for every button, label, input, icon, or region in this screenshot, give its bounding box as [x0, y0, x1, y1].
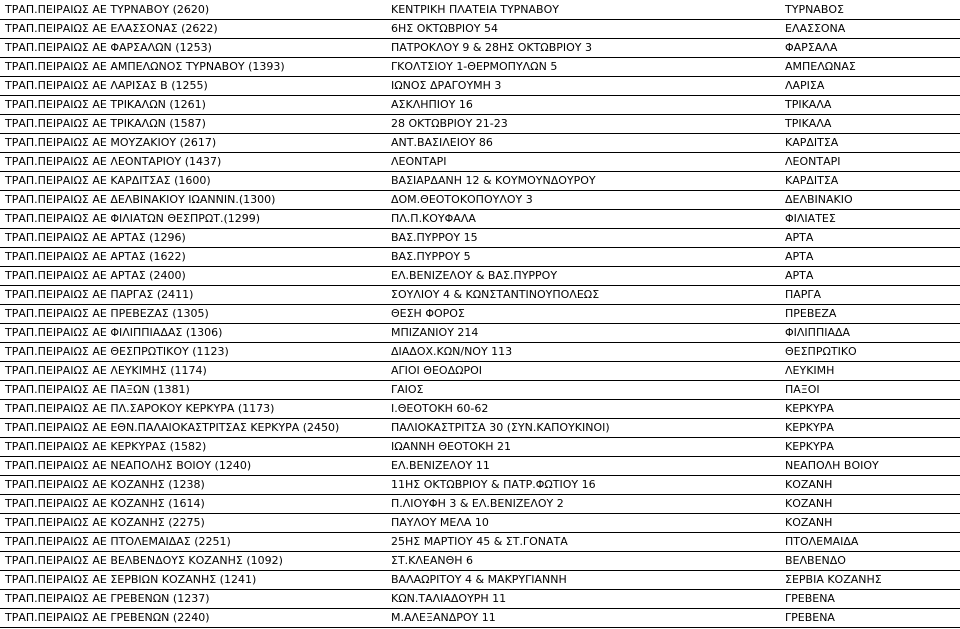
table-row [0, 362, 960, 381]
address-cell: ΑΣΚΛΗΠΙΟΥ 16 [388, 96, 782, 115]
branch-name-cell: ΤΡΑΠ.ΠΕΙΡΑΙΩΣ ΑΕ ΘΕΣΠΡΩΤΙΚΟΥ (1123) [0, 343, 388, 362]
table-row [0, 134, 960, 153]
branch-name-cell: ΤΡΑΠ.ΠΕΙΡΑΙΩΣ ΑΕ ΤΥΡΝΑΒΟΥ (2620) [0, 1, 388, 20]
address-cell: ΑΓΙΟΙ ΘΕΟΔΩΡΟΙ [388, 362, 782, 381]
branch-name-cell: ΤΡΑΠ.ΠΕΙΡΑΙΩΣ ΑΕ ΠΑΞΩΝ (1381) [0, 381, 388, 400]
table-row [0, 115, 960, 134]
table-row [0, 590, 960, 609]
branch-name-cell: ΤΡΑΠ.ΠΕΙΡΑΙΩΣ ΑΕ ΚΑΡΔΙΤΣΑΣ (1600) [0, 172, 388, 191]
city-cell: ΠΑΡΓΑ [782, 286, 960, 305]
address-cell: ΕΛ.ΒΕΝΙΖΕΛΟΥ 11 [388, 457, 782, 476]
table-row [0, 438, 960, 457]
address-cell: ΓΚΟΛΤΣΙΟΥ 1-ΘΕΡΜΟΠΥΛΩΝ 5 [388, 58, 782, 77]
city-cell: ΓΡΕΒΕΝΑ [782, 609, 960, 628]
branch-name-cell: ΤΡΑΠ.ΠΕΙΡΑΙΩΣ ΑΕ ΑΡΤΑΣ (1296) [0, 229, 388, 248]
table-row [0, 514, 960, 533]
city-cell: ΔΕΛΒΙΝΑΚΙΟ [782, 191, 960, 210]
address-cell: ΚΩΝ.ΤΑΛΙΑΔΟΥΡΗ 11 [388, 590, 782, 609]
address-cell: ΘΕΣΗ ΦΟΡΟΣ [388, 305, 782, 324]
table-row [0, 571, 960, 590]
branch-name-cell: ΤΡΑΠ.ΠΕΙΡΑΙΩΣ ΑΕ ΠΑΡΓΑΣ (2411) [0, 286, 388, 305]
branch-name-cell: ΤΡΑΠ.ΠΕΙΡΑΙΩΣ ΑΕ ΣΕΡΒΙΩΝ ΚΟΖΑΝΗΣ (1241) [0, 571, 388, 590]
address-cell: ΙΩΑΝΝΗ ΘΕΟΤΟΚΗ 21 [388, 438, 782, 457]
table-row [0, 248, 960, 267]
table-row [0, 381, 960, 400]
branch-name-cell: ΤΡΑΠ.ΠΕΙΡΑΙΩΣ ΑΕ ΠΛ.ΣΑΡΟΚΟΥ ΚΕΡΚΥΡΑ (1173) [0, 400, 388, 419]
table-row [0, 58, 960, 77]
address-cell: 25ΗΣ ΜΑΡΤΙΟΥ 45 & ΣΤ.ΓΟΝΑΤΑ [388, 533, 782, 552]
branch-name-cell: ΤΡΑΠ.ΠΕΙΡΑΙΩΣ ΑΕ ΒΕΛΒΕΝΔΟΥΣ ΚΟΖΑΝΗΣ (1092) [0, 552, 388, 571]
table-row [0, 77, 960, 96]
branch-name-cell: ΤΡΑΠ.ΠΕΙΡΑΙΩΣ ΑΕ ΑΜΠΕΛΩΝΟΣ ΤΥΡΝΑΒΟΥ (1393) [0, 58, 388, 77]
branch-name-cell: ΤΡΑΠ.ΠΕΙΡΑΙΩΣ ΑΕ ΦΑΡΣΑΛΩΝ (1253) [0, 39, 388, 58]
address-cell: ΙΩΝΟΣ ΔΡΑΓΟΥΜΗ 3 [388, 77, 782, 96]
table-row [0, 96, 960, 115]
city-cell: ΑΜΠΕΛΩΝΑΣ [782, 58, 960, 77]
address-cell: ΑΝΤ.ΒΑΣΙΛΕΙΟΥ 86 [388, 134, 782, 153]
address-cell: ΓΑΙΟΣ [388, 381, 782, 400]
branch-name-cell: ΤΡΑΠ.ΠΕΙΡΑΙΩΣ ΑΕ ΓΡΕΒΕΝΩΝ (1237) [0, 590, 388, 609]
branch-table [0, 1, 960, 628]
city-cell: ΘΕΣΠΡΩΤΙΚΟ [782, 343, 960, 362]
branch-name-cell: ΤΡΑΠ.ΠΕΙΡΑΙΩΣ ΑΕ ΔΕΛΒΙΝΑΚΙΟΥ ΙΩΑΝΝΙΝ.(1300) [0, 191, 388, 210]
city-cell: ΦΙΛΙΑΤΕΣ [782, 210, 960, 229]
branch-name-cell: ΤΡΑΠ.ΠΕΙΡΑΙΩΣ ΑΕ ΤΡΙΚΑΛΩΝ (1261) [0, 96, 388, 115]
branch-name-cell: ΤΡΑΠ.ΠΕΙΡΑΙΩΣ ΑΕ ΠΤΟΛΕΜΑΙΔΑΣ (2251) [0, 533, 388, 552]
address-cell: ΕΛ.ΒΕΝΙΖΕΛΟΥ & ΒΑΣ.ΠΥΡΡΟΥ [388, 267, 782, 286]
address-cell: ΠΑΥΛΟΥ ΜΕΛΑ 10 [388, 514, 782, 533]
table-row [0, 343, 960, 362]
branch-name-cell: ΤΡΑΠ.ΠΕΙΡΑΙΩΣ ΑΕ ΛΑΡΙΣΑΣ Β (1255) [0, 77, 388, 96]
city-cell: ΚΟΖΑΝΗ [782, 514, 960, 533]
city-cell: ΑΡΤΑ [782, 267, 960, 286]
city-cell: ΛΕΥΚΙΜΗ [782, 362, 960, 381]
city-cell: ΒΕΛΒΕΝΔΟ [782, 552, 960, 571]
address-cell: ΚΕΝΤΡΙΚΗ ΠΛΑΤΕΙΑ ΤΥΡΝΑΒΟΥ [388, 1, 782, 20]
table-row [0, 267, 960, 286]
address-cell: ΣΤ.ΚΛΕΑΝΘΗ 6 [388, 552, 782, 571]
branch-name-cell: ΤΡΑΠ.ΠΕΙΡΑΙΩΣ ΑΕ ΜΟΥΖΑΚΙΟΥ (2617) [0, 134, 388, 153]
city-cell: ΤΡΙΚΑΛΑ [782, 96, 960, 115]
table-row [0, 20, 960, 39]
city-cell: ΚΕΡΚΥΡΑ [782, 400, 960, 419]
address-cell: ΒΑΣΙΑΡΔΑΝΗ 12 & ΚΟΥΜΟΥΝΔΟΥΡΟΥ [388, 172, 782, 191]
city-cell: ΠΑΞΟΙ [782, 381, 960, 400]
city-cell: ΛΕΟΝΤΑΡΙ [782, 153, 960, 172]
table-row [0, 305, 960, 324]
address-cell: 11ΗΣ ΟΚΤΩΒΡΙΟΥ & ΠΑΤΡ.ΦΩΤΙΟΥ 16 [388, 476, 782, 495]
table-row [0, 552, 960, 571]
city-cell: ΚΟΖΑΝΗ [782, 476, 960, 495]
address-cell: ΜΠΙΖΑΝΙΟΥ 214 [388, 324, 782, 343]
city-cell: ΠΤΟΛΕΜΑΙΔΑ [782, 533, 960, 552]
table-row [0, 286, 960, 305]
address-cell: ΒΑΣ.ΠΥΡΡΟΥ 5 [388, 248, 782, 267]
city-cell: ΠΡΕΒΕΖΑ [782, 305, 960, 324]
branch-name-cell: ΤΡΑΠ.ΠΕΙΡΑΙΩΣ ΑΕ ΚΟΖΑΝΗΣ (1238) [0, 476, 388, 495]
city-cell: ΤΥΡΝΑΒΟΣ [782, 1, 960, 20]
address-cell: ΣΟΥΛΙΟΥ 4 & ΚΩΝΣΤΑΝΤΙΝΟΥΠΟΛΕΩΣ [388, 286, 782, 305]
table-row [0, 210, 960, 229]
address-cell: ΒΑΛΑΩΡΙΤΟΥ 4 & ΜΑΚΡΥΓΙΑΝΝΗ [388, 571, 782, 590]
city-cell: ΑΡΤΑ [782, 248, 960, 267]
address-cell: ΠΑΤΡΟΚΛΟΥ 9 & 28ΗΣ ΟΚΤΩΒΡΙΟΥ 3 [388, 39, 782, 58]
table-row [0, 191, 960, 210]
table-row [0, 400, 960, 419]
branch-name-cell: ΤΡΑΠ.ΠΕΙΡΑΙΩΣ ΑΕ ΚΟΖΑΝΗΣ (1614) [0, 495, 388, 514]
address-cell: ΔΟΜ.ΘΕΟΤΟΚΟΠΟΥΛΟΥ 3 [388, 191, 782, 210]
city-cell: ΚΕΡΚΥΡΑ [782, 419, 960, 438]
branch-name-cell: ΤΡΑΠ.ΠΕΙΡΑΙΩΣ ΑΕ ΠΡΕΒΕΖΑΣ (1305) [0, 305, 388, 324]
table-row [0, 457, 960, 476]
city-cell: ΚΟΖΑΝΗ [782, 495, 960, 514]
city-cell: ΓΡΕΒΕΝΑ [782, 590, 960, 609]
branch-name-cell: ΤΡΑΠ.ΠΕΙΡΑΙΩΣ ΑΕ ΚΕΡΚΥΡΑΣ (1582) [0, 438, 388, 457]
branch-name-cell: ΤΡΑΠ.ΠΕΙΡΑΙΩΣ ΑΕ ΦΙΛΙΑΤΩΝ ΘΕΣΠΡΩΤ.(1299) [0, 210, 388, 229]
table-row [0, 324, 960, 343]
address-cell: ΠΑΛΙΟΚΑΣΤΡΙΤΣΑ 30 (ΣΥΝ.ΚΑΠΟΥΚΙΝΟΙ) [388, 419, 782, 438]
city-cell: ΝΕΑΠΟΛΗ ΒΟΙΟΥ [782, 457, 960, 476]
city-cell: ΑΡΤΑ [782, 229, 960, 248]
table-row [0, 476, 960, 495]
branch-name-cell: ΤΡΑΠ.ΠΕΙΡΑΙΩΣ ΑΕ ΝΕΑΠΟΛΗΣ ΒΟΙΟΥ (1240) [0, 457, 388, 476]
address-cell: ΒΑΣ.ΠΥΡΡΟΥ 15 [388, 229, 782, 248]
city-cell: ΦΙΛΙΠΠΙΑΔΑ [782, 324, 960, 343]
table-row [0, 229, 960, 248]
branch-name-cell: ΤΡΑΠ.ΠΕΙΡΑΙΩΣ ΑΕ ΛΕΟΝΤΑΡΙΟΥ (1437) [0, 153, 388, 172]
branch-name-cell: ΤΡΑΠ.ΠΕΙΡΑΙΩΣ ΑΕ ΤΡΙΚΑΛΩΝ (1587) [0, 115, 388, 134]
address-cell: Μ.ΑΛΕΞΑΝΔΡΟΥ 11 [388, 609, 782, 628]
city-cell: ΛΑΡΙΣΑ [782, 77, 960, 96]
branch-name-cell: ΤΡΑΠ.ΠΕΙΡΑΙΩΣ ΑΕ ΚΟΖΑΝΗΣ (2275) [0, 514, 388, 533]
address-cell: 28 ΟΚΤΩΒΡΙΟΥ 21-23 [388, 115, 782, 134]
city-cell: ΚΑΡΔΙΤΣΑ [782, 134, 960, 153]
branch-name-cell: ΤΡΑΠ.ΠΕΙΡΑΙΩΣ ΑΕ ΑΡΤΑΣ (1622) [0, 248, 388, 267]
branch-name-cell: ΤΡΑΠ.ΠΕΙΡΑΙΩΣ ΑΕ ΛΕΥΚΙΜΗΣ (1174) [0, 362, 388, 381]
branch-name-cell: ΤΡΑΠ.ΠΕΙΡΑΙΩΣ ΑΕ ΕΘΝ.ΠΑΛΑΙΟΚΑΣΤΡΙΤΣΑΣ ΚΕΡΚΥΡΑ (2450) [0, 419, 388, 438]
city-cell: ΚΕΡΚΥΡΑ [782, 438, 960, 457]
table-row [0, 609, 960, 628]
address-cell: ΛΕΟΝΤΑΡΙ [388, 153, 782, 172]
branch-name-cell: ΤΡΑΠ.ΠΕΙΡΑΙΩΣ ΑΕ ΓΡΕΒΕΝΩΝ (2240) [0, 609, 388, 628]
city-cell: ΕΛΑΣΣΟΝΑ [782, 20, 960, 39]
city-cell: ΣΕΡΒΙΑ ΚΟΖΑΝΗΣ [782, 571, 960, 590]
table-row [0, 533, 960, 552]
city-cell: ΚΑΡΔΙΤΣΑ [782, 172, 960, 191]
branch-table-body [0, 1, 960, 628]
branch-name-cell: ΤΡΑΠ.ΠΕΙΡΑΙΩΣ ΑΕ ΑΡΤΑΣ (2400) [0, 267, 388, 286]
address-cell: Π.ΛΙΟΥΦΗ 3 & ΕΛ.ΒΕΝΙΖΕΛΟΥ 2 [388, 495, 782, 514]
table-row [0, 172, 960, 191]
table-row [0, 153, 960, 172]
address-cell: 6ΗΣ ΟΚΤΩΒΡΙΟΥ 54 [388, 20, 782, 39]
address-cell: ΔΙΑΔΟΧ.ΚΩΝ/ΝΟΥ 113 [388, 343, 782, 362]
table-row [0, 39, 960, 58]
address-cell: Ι.ΘΕΟΤΟΚΗ 60-62 [388, 400, 782, 419]
branch-name-cell: ΤΡΑΠ.ΠΕΙΡΑΙΩΣ ΑΕ ΕΛΑΣΣΟΝΑΣ (2622) [0, 20, 388, 39]
table-row [0, 495, 960, 514]
branch-name-cell: ΤΡΑΠ.ΠΕΙΡΑΙΩΣ ΑΕ ΦΙΛΙΠΠΙΑΔΑΣ (1306) [0, 324, 388, 343]
address-cell: ΠΛ.Π.ΚΟΥΦΑΛΑ [388, 210, 782, 229]
city-cell: ΦΑΡΣΑΛΑ [782, 39, 960, 58]
table-row [0, 1, 960, 20]
city-cell: ΤΡΙΚΑΛΑ [782, 115, 960, 134]
table-row [0, 419, 960, 438]
